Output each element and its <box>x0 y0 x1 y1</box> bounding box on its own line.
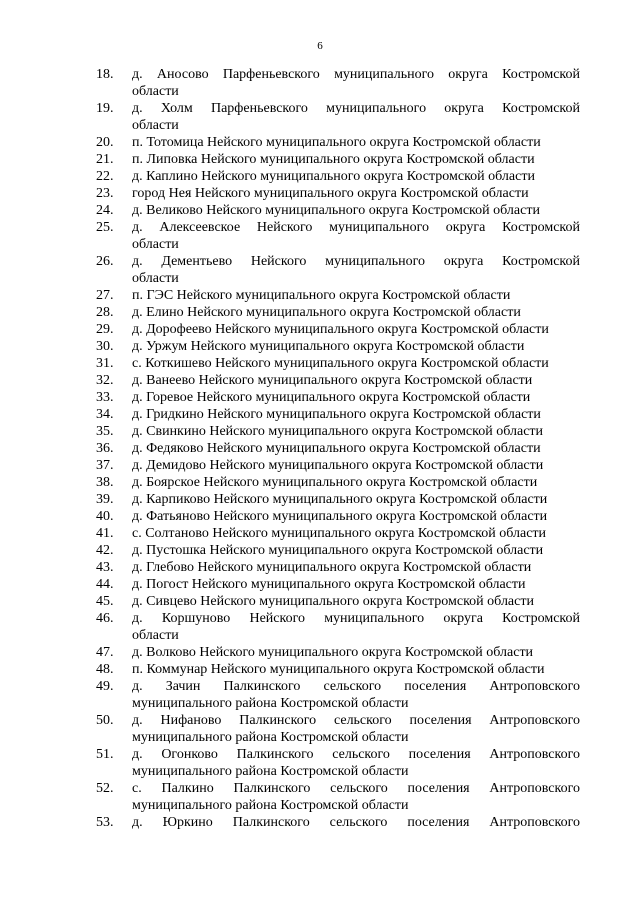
item-number: 32. <box>96 373 114 388</box>
item-number: 18. <box>96 67 114 82</box>
list-item <box>96 372 580 389</box>
item-text-line: области <box>132 118 179 133</box>
item-text-line: д. Уржум Нейского муниципального округа Костромской области <box>132 339 525 354</box>
item-text <box>132 372 580 389</box>
item-text <box>132 542 580 559</box>
item-number: 35. <box>96 424 114 439</box>
list-item <box>96 678 580 712</box>
item-text-line: д. Аносово Парфеньевского муниципального округа Костромской <box>132 67 580 82</box>
item-number: 37. <box>96 458 114 473</box>
list-item <box>96 474 580 491</box>
item-text-line: муниципального района Костромской области <box>132 696 409 711</box>
item-text <box>132 644 580 661</box>
item-text <box>132 287 580 304</box>
list-item <box>96 423 580 440</box>
item-text-line: д. Свинкино Нейского муниципального округа Костромской области <box>132 424 544 439</box>
item-text-line: д. Нифаново Палкинского сельского поселения Антроповского <box>132 713 580 728</box>
item-text <box>132 423 580 440</box>
item-text-line: д. Горевое Нейского муниципального округа Костромской области <box>132 390 531 405</box>
item-number: 33. <box>96 390 114 405</box>
item-number: 36. <box>96 441 114 456</box>
item-text <box>132 389 580 406</box>
item-text <box>132 457 580 474</box>
item-text <box>132 219 580 253</box>
item-text-line: области <box>132 628 179 643</box>
item-text-line: д. Федяково Нейского муниципального округа Костромской области <box>132 441 541 456</box>
list-item <box>96 559 580 576</box>
item-text-line: области <box>132 237 179 252</box>
item-text <box>132 474 580 491</box>
page-number: 6 <box>317 40 323 52</box>
item-number: 23. <box>96 186 114 201</box>
list-item <box>96 151 580 168</box>
list-item <box>96 253 580 287</box>
item-text-line: д. Юркино Палкинского сельского поселения Антроповского <box>132 815 580 830</box>
item-text <box>132 100 580 134</box>
item-text-line: д. Холм Парфеньевского муниципального округа Костромской <box>132 101 580 116</box>
item-text-line: д. Сивцево Нейского муниципального округа Костромской области <box>132 594 534 609</box>
item-text-line: п. Тотомица Нейского муниципального округа Костромской области <box>132 135 541 150</box>
item-number: 47. <box>96 645 114 660</box>
item-text <box>132 559 580 576</box>
item-number: 41. <box>96 526 114 541</box>
item-number: 21. <box>96 152 114 167</box>
list-item <box>96 134 580 151</box>
item-number: 27. <box>96 288 114 303</box>
item-text <box>132 134 580 151</box>
item-number: 30. <box>96 339 114 354</box>
list-item <box>96 440 580 457</box>
list-item <box>96 168 580 185</box>
item-text-line: д. Алексеевское Нейского муниципального округа Костромской <box>132 220 580 235</box>
item-text <box>132 576 580 593</box>
item-number: 24. <box>96 203 114 218</box>
item-number: 46. <box>96 611 114 626</box>
item-number: 25. <box>96 220 114 235</box>
list-item <box>96 814 580 831</box>
item-text <box>132 168 580 185</box>
item-text-line: муниципального района Костромской области <box>132 730 409 745</box>
item-number: 40. <box>96 509 114 524</box>
list-item <box>96 712 580 746</box>
list-item <box>96 202 580 219</box>
item-number: 19. <box>96 101 114 116</box>
item-number: 26. <box>96 254 114 269</box>
item-text-line: области <box>132 84 179 99</box>
item-text <box>132 253 580 287</box>
list-item <box>96 746 580 780</box>
item-number: 42. <box>96 543 114 558</box>
item-number: 29. <box>96 322 114 337</box>
item-text <box>132 491 580 508</box>
list-item <box>96 610 580 644</box>
item-text-line: д. Елино Нейского муниципального округа Костромской области <box>132 305 521 320</box>
list-item <box>96 185 580 202</box>
item-text-line: д. Погост Нейского муниципального округа Костромской области <box>132 577 526 592</box>
item-number: 22. <box>96 169 114 184</box>
list-item <box>96 576 580 593</box>
item-text-line: муниципального района Костромской области <box>132 764 409 779</box>
item-number: 50. <box>96 713 114 728</box>
list-item <box>96 661 580 678</box>
item-text-line: д. Демидово Нейского муниципального округа Костромской области <box>132 458 544 473</box>
item-text-line: д. Карпиково Нейского муниципального округа Костромской области <box>132 492 548 507</box>
item-text <box>132 678 580 712</box>
item-text-line: п. Липовка Нейского муниципального округа Костромской области <box>132 152 535 167</box>
item-text <box>132 525 580 542</box>
item-text-line: д. Ванеево Нейского муниципального округа Костромской области <box>132 373 533 388</box>
item-number: 39. <box>96 492 114 507</box>
item-text-line: д. Дементьево Нейского муниципального округа Костромской <box>132 254 580 269</box>
item-text-line: д. Великово Нейского муниципального округа Костромской области <box>132 203 540 218</box>
list-item <box>96 406 580 423</box>
item-number: 44. <box>96 577 114 592</box>
item-text <box>132 304 580 321</box>
item-number: 34. <box>96 407 114 422</box>
list-item <box>96 389 580 406</box>
item-text-line: город Нея Нейского муниципального округа Костромской области <box>132 186 529 201</box>
item-text-line: с. Коткишево Нейского муниципального округа Костромской области <box>132 356 549 371</box>
item-text <box>132 508 580 525</box>
item-number: 45. <box>96 594 114 609</box>
list-item <box>96 593 580 610</box>
item-number: 53. <box>96 815 114 830</box>
item-text-line: области <box>132 271 179 286</box>
item-text <box>132 202 580 219</box>
list-item <box>96 508 580 525</box>
list-item <box>96 457 580 474</box>
list-item <box>96 66 580 100</box>
list-item <box>96 355 580 372</box>
list-item <box>96 100 580 134</box>
list-item <box>96 287 580 304</box>
item-text <box>132 338 580 355</box>
item-number: 51. <box>96 747 114 762</box>
list-item <box>96 780 580 814</box>
item-text-line: д. Глебово Нейского муниципального округа Костромской области <box>132 560 532 575</box>
list-item <box>96 321 580 338</box>
item-text-line: д. Боярское Нейского муниципального округа Костромской области <box>132 475 538 490</box>
item-text <box>132 355 580 372</box>
item-text-line: с. Палкино Палкинского сельского поселения Антроповского <box>132 781 580 796</box>
item-text-line: муниципального района Костромской области <box>132 798 409 813</box>
item-text <box>132 66 580 100</box>
item-text-line: д. Коршуново Нейского муниципального округа Костромской <box>132 611 580 626</box>
list-item <box>96 491 580 508</box>
item-text <box>132 661 580 678</box>
item-text-line: д. Пустошка Нейского муниципального округа Костромской области <box>132 543 544 558</box>
item-text <box>132 185 580 202</box>
item-text-line: д. Гридкино Нейского муниципального округа Костромской области <box>132 407 541 422</box>
item-text <box>132 780 580 814</box>
list-item <box>96 644 580 661</box>
item-number: 31. <box>96 356 114 371</box>
item-text <box>132 151 580 168</box>
item-number: 49. <box>96 679 114 694</box>
list-item <box>96 304 580 321</box>
settlement-list <box>96 66 580 831</box>
item-number: 38. <box>96 475 114 490</box>
item-text-line: д. Фатьяново Нейского муниципального округа Костромской области <box>132 509 548 524</box>
list-item <box>96 338 580 355</box>
item-text-line: д. Каплино Нейского муниципального округа Костромской области <box>132 169 535 184</box>
list-item <box>96 542 580 559</box>
item-number: 28. <box>96 305 114 320</box>
item-text <box>132 712 580 746</box>
item-text-line: п. Коммунар Нейского муниципального округа Костромской области <box>132 662 545 677</box>
item-text <box>132 406 580 423</box>
item-text-line: п. ГЭС Нейского муниципального округа Костромской области <box>132 288 511 303</box>
item-text-line: д. Волково Нейского муниципального округа Костромской области <box>132 645 534 660</box>
item-text-line: д. Огонково Палкинского сельского поселения Антроповского <box>132 747 580 762</box>
item-text-line: с. Солтаново Нейского муниципального округа Костромской области <box>132 526 547 541</box>
item-number: 43. <box>96 560 114 575</box>
item-text <box>132 746 580 780</box>
list-item <box>96 219 580 253</box>
list-item <box>96 525 580 542</box>
item-text <box>132 321 580 338</box>
item-text <box>132 593 580 610</box>
item-text <box>132 610 580 644</box>
item-text-line: д. Зачин Палкинского сельского поселения Антроповского <box>132 679 580 694</box>
item-number: 48. <box>96 662 114 677</box>
item-number: 52. <box>96 781 114 796</box>
item-text <box>132 440 580 457</box>
item-text-line: д. Дорофеево Нейского муниципального округа Костромской области <box>132 322 549 337</box>
item-text <box>132 814 580 831</box>
item-number: 20. <box>96 135 114 150</box>
